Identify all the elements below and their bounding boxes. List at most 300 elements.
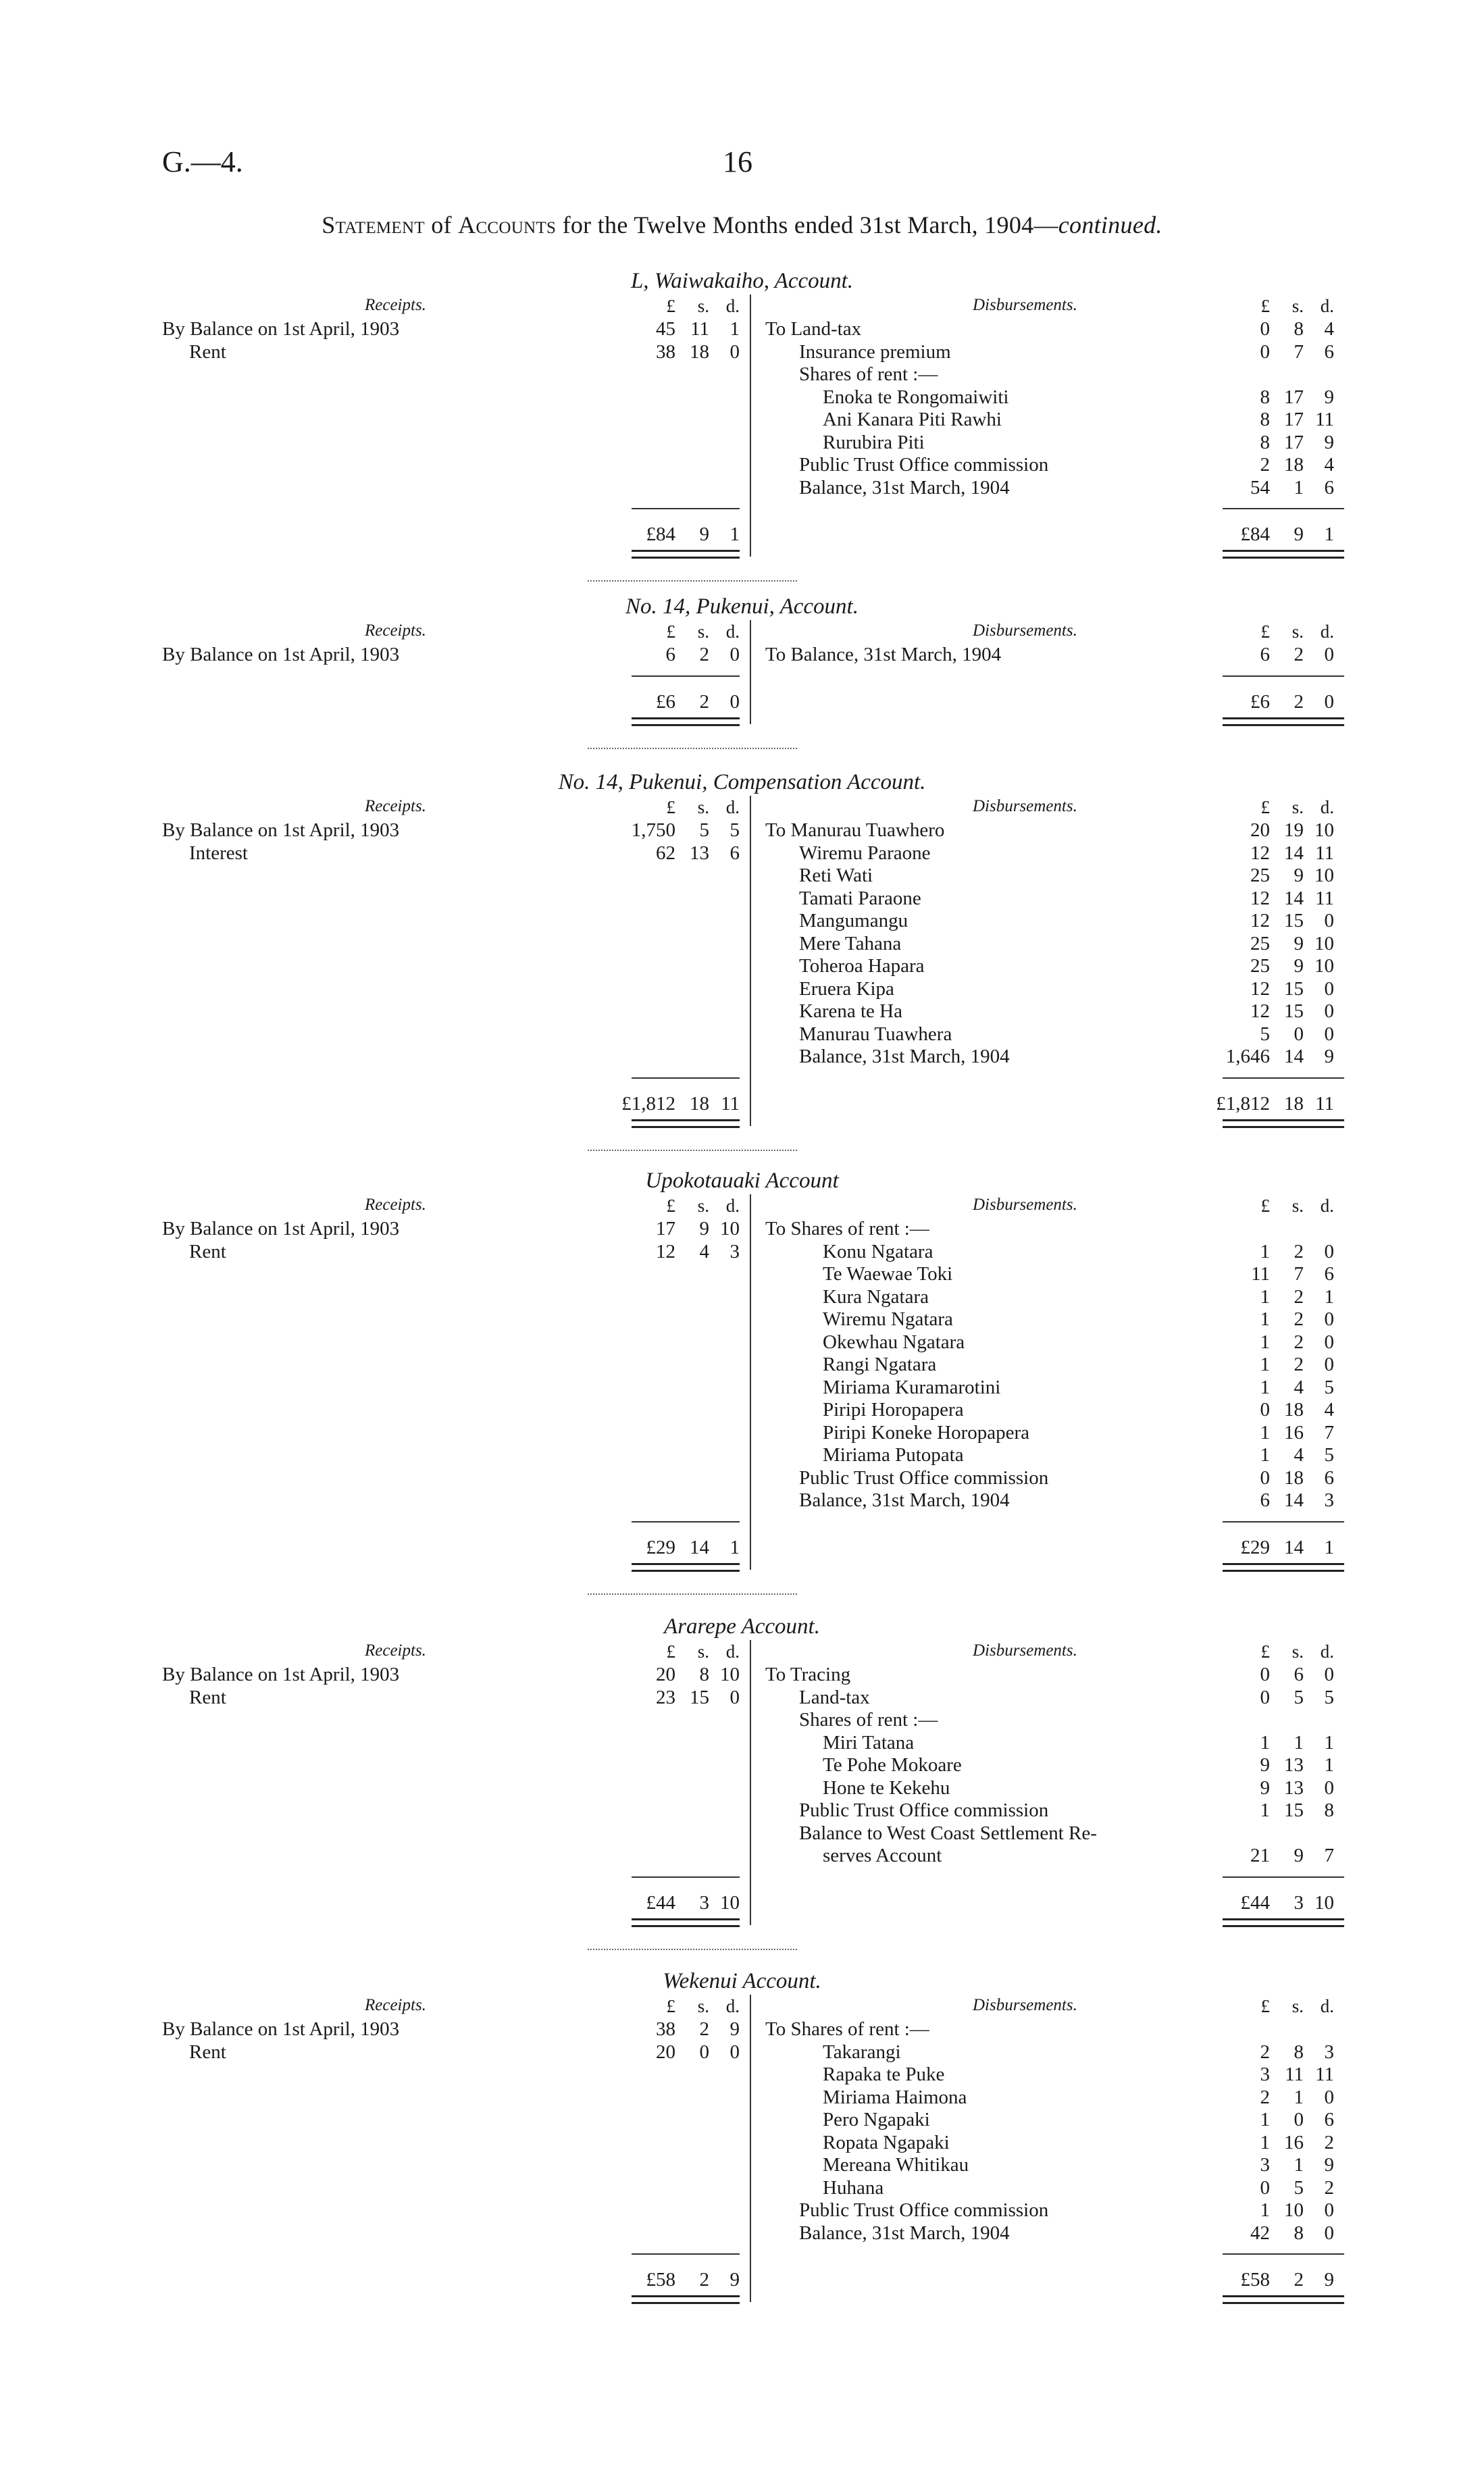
disbursement-amount — [1202, 1421, 1334, 1444]
disbursement-row — [0, 1822, 1484, 1845]
receipts-total-pounds: £44 — [646, 1891, 675, 1914]
disbursement-pence: 0 — [1324, 1331, 1334, 1353]
receipt-shillings: 2 — [699, 2018, 709, 2040]
currency-pound-label: £ — [666, 621, 675, 642]
receipt-pence: 0 — [730, 2041, 740, 2063]
receipts-total-double-rule — [632, 1119, 740, 1128]
disbursement-pence: 11 — [1315, 887, 1334, 909]
disbursement-row — [0, 864, 1484, 887]
disbursements-total-pounds: £58 — [1240, 2269, 1270, 2291]
disbursement-amount — [1202, 1376, 1334, 1399]
receipt-shillings: 5 — [699, 819, 709, 841]
disbursement-pounds: 1 — [1260, 1331, 1270, 1353]
disbursement-pence: 4 — [1324, 1399, 1334, 1421]
disbursement-pence: 11 — [1315, 842, 1334, 864]
disbursement-pence: 0 — [1324, 1023, 1334, 1045]
disbursements-total-double-rule — [1223, 1119, 1344, 1128]
disbursement-shillings: 17 — [1284, 409, 1304, 430]
disbursement-pounds: 8 — [1260, 386, 1270, 408]
disbursement-label: Balance to West Coast Settlement Re- — [799, 1822, 1097, 1844]
disbursement-pounds: 6 — [1260, 1489, 1270, 1511]
disbursement-amount — [1202, 2108, 1334, 2131]
disbursement-amount — [1202, 2153, 1334, 2176]
disbursement-amount — [1202, 819, 1334, 842]
receipt-pounds: 1,750 — [631, 819, 675, 841]
disbursement-shillings: 14 — [1284, 887, 1304, 909]
disbursement-row — [0, 1045, 1484, 1068]
disbursement-shillings: 8 — [1294, 2041, 1304, 2063]
column-divider — [750, 1995, 751, 2302]
disbursement-row — [0, 1398, 1484, 1421]
disbursement-row — [0, 2176, 1484, 2199]
disbursement-row — [0, 2063, 1484, 2086]
disbursement-pounds: 1 — [1260, 1354, 1270, 1375]
disbursement-amount — [1202, 1000, 1334, 1023]
disbursements-total-shillings: 9 — [1294, 523, 1304, 545]
page-header — [0, 145, 1484, 185]
disbursement-label: Te Waewae Toki — [823, 1263, 953, 1285]
receipts-subtotal-rule — [632, 1077, 740, 1079]
receipts-total-pence: 0 — [730, 690, 740, 713]
disbursement-label: Pero Ngapaki — [823, 2109, 930, 2130]
disbursements-subtotal-rule — [1223, 675, 1344, 677]
title-word-statement: Statement — [322, 211, 425, 238]
disbursement-shillings: 13 — [1284, 1754, 1304, 1776]
disbursements-subtotal-rule — [1223, 2253, 1344, 2255]
disbursement-amount — [1202, 317, 1334, 340]
disbursement-shillings: 16 — [1284, 1421, 1304, 1443]
disbursement-pounds: 0 — [1260, 1686, 1270, 1708]
disbursement-pounds: 3 — [1260, 2064, 1270, 2085]
disbursement-row — [0, 977, 1484, 1000]
currency-pound-label: £ — [1260, 1641, 1270, 1662]
disbursement-amount — [1202, 2063, 1334, 2086]
disbursements-total-shillings: 2 — [1294, 2269, 1304, 2291]
disbursements-currency-header — [1202, 296, 1334, 317]
receipts-heading: Receipts. — [365, 621, 426, 640]
disbursement-pence: 6 — [1324, 340, 1334, 363]
currency-pound-label: £ — [1260, 1996, 1270, 2016]
disbursement-pounds: 1 — [1260, 1731, 1270, 1754]
disbursement-amount — [1202, 864, 1334, 887]
receipts-total-shillings: 9 — [699, 523, 709, 545]
disbursement-amount — [1202, 386, 1334, 409]
disbursement-amount — [1202, 1776, 1334, 1799]
disbursement-amount — [1202, 1731, 1334, 1754]
disbursements-total-pence: 9 — [1324, 2269, 1334, 2291]
receipt-pence: 0 — [730, 644, 740, 665]
receipts-total-double-rule — [632, 1563, 740, 1572]
currency-pence-label: d. — [1320, 797, 1334, 817]
receipt-label: By Balance on 1st April, 1903 — [162, 819, 400, 841]
disbursement-amount — [1202, 842, 1334, 865]
disbursement-pounds: 1 — [1260, 2131, 1270, 2153]
account-number: L, — [630, 269, 655, 293]
disbursement-label: Rangi Ngatara — [823, 1354, 937, 1375]
disbursement-amount — [1202, 909, 1334, 932]
disbursement-label: Piripi Koneke Horopapera — [823, 1421, 1030, 1443]
receipts-heading: Receipts. — [365, 1996, 426, 2014]
disbursement-shillings: 13 — [1284, 1776, 1304, 1799]
disbursement-pence: 0 — [1324, 2222, 1334, 2244]
disbursement-row — [0, 842, 1484, 865]
disbursement-pence: 1 — [1324, 1754, 1334, 1776]
disbursements-currency-header — [1202, 1996, 1334, 2017]
disbursement-label: To Manurau Tuawhero — [765, 819, 945, 841]
currency-pound-label: £ — [666, 1996, 675, 2016]
account-title — [0, 1614, 1484, 1639]
receipts-heading: Receipts. — [365, 1641, 426, 1660]
receipt-pence: 6 — [730, 842, 740, 864]
receipt-pence: 1 — [730, 318, 740, 340]
disbursement-amount — [1202, 1262, 1334, 1285]
disbursement-row — [0, 1217, 1484, 1240]
disbursement-shillings: 19 — [1284, 819, 1304, 841]
column-divider — [750, 1194, 751, 1570]
disbursement-amount — [1202, 1045, 1334, 1068]
currency-shillings-label: s. — [697, 296, 709, 316]
disbursement-row — [0, 1331, 1484, 1354]
disbursement-amount — [1202, 1466, 1334, 1489]
disbursements-total-pence: 0 — [1324, 690, 1334, 713]
disbursement-shillings: 10 — [1284, 2199, 1304, 2221]
disbursements-total-pence: 1 — [1324, 1536, 1334, 1558]
disbursements-total — [1202, 2268, 1334, 2291]
account-name: Wekenui Account. — [663, 1969, 821, 1993]
receipts-total-pence: 1 — [730, 1536, 740, 1558]
disbursement-pence: 7 — [1324, 1845, 1334, 1866]
disbursement-pounds: 0 — [1260, 1664, 1270, 1685]
account-separator — [588, 580, 797, 582]
disbursement-amount — [1202, 1023, 1334, 1046]
disbursement-pence: 6 — [1324, 2109, 1334, 2130]
disbursement-row — [0, 1466, 1484, 1489]
account-name: Pukenui, Account. — [696, 594, 859, 619]
disbursement-amount — [1202, 1240, 1334, 1263]
disbursement-label: Mereana Whitikau — [823, 2154, 969, 2176]
disbursement-row — [0, 408, 1484, 431]
disbursement-label: serves Account — [823, 1845, 942, 1866]
currency-pence-label: d. — [725, 1641, 740, 1662]
disbursement-pence: 2 — [1324, 2176, 1334, 2199]
receipts-total-shillings: 18 — [690, 1092, 709, 1115]
disbursement-pence: 1 — [1324, 1285, 1334, 1308]
disbursement-pounds: 3 — [1260, 2154, 1270, 2176]
disbursement-label: Insurance premium — [799, 340, 951, 363]
disbursement-shillings: 9 — [1294, 955, 1304, 977]
disbursement-pounds: 12 — [1250, 977, 1270, 1000]
currency-shillings-label: s. — [697, 621, 709, 642]
disbursement-row — [0, 954, 1484, 977]
receipts-subtotal-rule — [632, 675, 740, 677]
disbursements-total-double-rule — [1223, 717, 1344, 726]
account-title — [0, 269, 1484, 294]
disbursements-subtotal-rule — [1223, 1521, 1344, 1523]
disbursements-total-double-rule — [1223, 1563, 1344, 1572]
disbursement-amount — [1202, 1443, 1334, 1466]
disbursement-pounds: 1 — [1260, 1799, 1270, 1821]
account-title — [0, 1969, 1484, 1994]
disbursement-pounds: 8 — [1260, 431, 1270, 453]
disbursement-row — [0, 1844, 1484, 1867]
disbursement-pence: 0 — [1324, 2086, 1334, 2108]
disbursement-pounds: 0 — [1260, 1399, 1270, 1421]
disbursement-label: Shares of rent :— — [799, 1709, 938, 1731]
receipt-shillings: 11 — [690, 318, 709, 340]
disbursement-label: Public Trust Office commission — [799, 1466, 1049, 1489]
disbursements-heading: Disbursements. — [973, 621, 1077, 640]
disbursements-currency-header — [1202, 621, 1334, 642]
disbursement-row — [0, 386, 1484, 409]
disbursement-row — [0, 1443, 1484, 1466]
disbursement-pounds: 21 — [1250, 1845, 1270, 1866]
receipts-currency-header — [608, 1996, 740, 2017]
disbursements-total-shillings: 3 — [1294, 1891, 1304, 1914]
disbursement-amount — [1202, 1799, 1334, 1822]
receipts-total-pounds: £84 — [646, 523, 675, 545]
disbursement-shillings: 5 — [1294, 2176, 1304, 2199]
disbursements-heading: Disbursements. — [973, 1641, 1077, 1660]
disbursement-shillings: 15 — [1284, 977, 1304, 1000]
currency-pound-label: £ — [1260, 1196, 1270, 1216]
disbursement-label: Manurau Tuawhera — [799, 1023, 952, 1045]
receipt-pence: 10 — [720, 1664, 740, 1685]
disbursement-pounds: 1 — [1260, 1308, 1270, 1330]
disbursement-shillings: 15 — [1284, 1000, 1304, 1022]
receipt-label: By Balance on 1st April, 1903 — [162, 644, 400, 665]
disbursement-label: Rurubira Piti — [823, 431, 925, 453]
disbursement-amount — [1202, 1285, 1334, 1308]
disbursement-label: Toheroa Hapara — [799, 955, 925, 977]
disbursement-label: Konu Ngatara — [823, 1240, 933, 1262]
disbursement-pounds: 1 — [1260, 1376, 1270, 1398]
disbursements-currency-header — [1202, 1641, 1334, 1662]
disbursements-currency-header — [1202, 797, 1334, 818]
receipts-total-pounds: £29 — [646, 1536, 675, 1558]
receipts-total-double-rule — [632, 1918, 740, 1927]
disbursement-pence: 4 — [1324, 318, 1334, 340]
disbursement-shillings: 2 — [1294, 1285, 1304, 1308]
disbursement-pence: 9 — [1324, 386, 1334, 408]
disbursements-subtotal-rule — [1223, 1876, 1344, 1878]
receipts-total-pounds: £58 — [646, 2269, 675, 2291]
disbursement-amount — [1202, 954, 1334, 977]
disbursement-label: Mere Tahana — [799, 932, 902, 954]
disbursement-row — [0, 643, 1484, 666]
disbursements-total-pounds: £6 — [1250, 690, 1270, 713]
disbursement-row — [0, 453, 1484, 476]
disbursement-pounds: 0 — [1260, 318, 1270, 340]
disbursement-shillings: 9 — [1294, 865, 1304, 886]
account-number: No. 14, — [558, 770, 630, 794]
receipt-shillings: 15 — [690, 1686, 709, 1708]
disbursement-label: To Shares of rent :— — [765, 1218, 929, 1239]
disbursement-row — [0, 2131, 1484, 2154]
disbursements-total — [1202, 1891, 1334, 1914]
receipt-pence: 9 — [730, 2018, 740, 2040]
currency-shillings-label: s. — [697, 1996, 709, 2016]
account-number: No. 14, — [625, 594, 696, 619]
disbursement-row — [0, 2199, 1484, 2222]
currency-pence-label: d. — [1320, 1996, 1334, 2016]
disbursement-row — [0, 363, 1484, 386]
disbursement-amount — [1202, 1398, 1334, 1421]
disbursement-amount — [1202, 887, 1334, 910]
disbursement-pence: 5 — [1324, 1444, 1334, 1466]
disbursement-row — [0, 819, 1484, 842]
currency-shillings-label: s. — [1291, 797, 1304, 817]
disbursements-total-row — [0, 2268, 1484, 2291]
receipt-label: Rent — [189, 340, 226, 363]
disbursement-pounds: 1 — [1260, 1444, 1270, 1466]
disbursement-pounds: 1 — [1260, 1240, 1270, 1262]
currency-shillings-label: s. — [697, 797, 709, 817]
disbursement-row — [0, 340, 1484, 363]
disbursement-pounds: 12 — [1250, 887, 1270, 909]
disbursement-label: Piripi Horopapera — [823, 1399, 964, 1421]
disbursement-row — [0, 1262, 1484, 1285]
account-separator — [588, 748, 797, 749]
receipt-pence: 10 — [720, 1218, 740, 1239]
receipts-total-pence: 9 — [730, 2269, 740, 2291]
disbursement-shillings: 11 — [1285, 2064, 1304, 2085]
disbursement-row — [0, 1421, 1484, 1444]
column-divider — [750, 295, 751, 557]
disbursement-pence: 10 — [1314, 819, 1334, 841]
disbursement-shillings: 18 — [1284, 1466, 1304, 1489]
disbursement-label: Balance, 31st March, 1904 — [799, 2222, 1010, 2244]
disbursement-label: Hone te Kekehu — [823, 1776, 950, 1799]
disbursement-shillings: 2 — [1294, 644, 1304, 665]
disbursement-amount — [1202, 1663, 1334, 1686]
disbursement-shillings: 7 — [1294, 340, 1304, 363]
disbursement-pence: 0 — [1324, 1240, 1334, 1262]
disbursement-pounds: 11 — [1251, 1263, 1270, 1285]
disbursements-total — [1202, 1536, 1334, 1559]
currency-pound-label: £ — [1260, 296, 1270, 316]
disbursement-shillings: 4 — [1294, 1444, 1304, 1466]
disbursement-label: To Shares of rent :— — [765, 2018, 929, 2040]
receipt-label: By Balance on 1st April, 1903 — [162, 318, 400, 340]
disbursement-row — [0, 2153, 1484, 2176]
disbursement-label: Tamati Paraone — [799, 887, 921, 909]
disbursement-row — [0, 1376, 1484, 1399]
receipt-label: Rent — [189, 2041, 226, 2063]
disbursement-pounds: 6 — [1260, 644, 1270, 665]
disbursements-total-pence: 11 — [1315, 1092, 1334, 1115]
receipt-pounds: 20 — [656, 1664, 675, 1685]
disbursement-row — [0, 1731, 1484, 1754]
disbursement-pence: 8 — [1324, 1799, 1334, 1821]
disbursement-shillings: 17 — [1284, 431, 1304, 453]
disbursement-amount — [1202, 476, 1334, 499]
disbursements-total-shillings: 2 — [1294, 690, 1304, 713]
disbursement-pence: 1 — [1324, 1731, 1334, 1754]
disbursement-row — [0, 1285, 1484, 1308]
receipts-total-pounds: £1,812 — [621, 1092, 675, 1115]
title-word-of: of — [431, 211, 452, 238]
currency-shillings-label: s. — [1291, 621, 1304, 642]
currency-pence-label: d. — [725, 797, 740, 817]
disbursement-shillings: 7 — [1294, 1263, 1304, 1285]
disbursement-amount — [1202, 1754, 1334, 1776]
disbursement-shillings: 16 — [1284, 2131, 1304, 2153]
disbursement-label: Eruera Kipa — [799, 977, 894, 1000]
disbursement-pence: 6 — [1324, 476, 1334, 498]
currency-pound-label: £ — [666, 296, 675, 316]
currency-shillings-label: s. — [1291, 1641, 1304, 1662]
receipt-pounds: 45 — [656, 318, 675, 340]
account-title — [0, 770, 1484, 795]
disbursement-pounds: 42 — [1250, 2222, 1270, 2244]
disbursement-row — [0, 1754, 1484, 1776]
receipt-shillings: 2 — [699, 644, 709, 665]
receipt-label: Rent — [189, 1240, 226, 1262]
receipts-total-pence: 10 — [720, 1891, 740, 1914]
receipts-subtotal-rule — [632, 1876, 740, 1878]
disbursement-label: Okewhau Ngatara — [823, 1331, 965, 1353]
disbursement-label: Wiremu Ngatara — [823, 1308, 953, 1330]
disbursement-pounds: 2 — [1260, 2086, 1270, 2108]
currency-shillings-label: s. — [1291, 1196, 1304, 1216]
disbursements-heading: Disbursements. — [973, 1996, 1077, 2014]
disbursement-row — [0, 1353, 1484, 1376]
disbursement-amount — [1202, 1331, 1334, 1354]
disbursement-row — [0, 1663, 1484, 1686]
title-rest: for the Twelve Months ended 31st March, 1904— — [562, 211, 1058, 238]
currency-pence-label: d. — [725, 1996, 740, 2016]
disbursement-label: Miriama Kuramarotini — [823, 1376, 1001, 1398]
disbursement-pounds: 9 — [1260, 1754, 1270, 1776]
column-divider — [750, 796, 751, 1126]
disbursement-pounds: 9 — [1260, 1776, 1270, 1799]
document-reference: G.—4. — [162, 145, 243, 178]
disbursement-pence: 0 — [1324, 1354, 1334, 1375]
receipt-pence: 3 — [730, 1240, 740, 1262]
receipts-total-pence: 11 — [721, 1092, 740, 1115]
account-title — [0, 1169, 1484, 1194]
disbursement-amount — [1202, 408, 1334, 431]
disbursements-total-double-rule — [1223, 550, 1344, 559]
disbursement-pence: 0 — [1324, 1664, 1334, 1685]
receipt-pence: 0 — [730, 1686, 740, 1708]
receipt-pounds: 38 — [656, 2018, 675, 2040]
disbursement-label: Rapaka te Puke — [823, 2064, 945, 2085]
receipt-label: By Balance on 1st April, 1903 — [162, 1218, 400, 1239]
disbursement-pounds: 25 — [1250, 932, 1270, 954]
disbursements-total-row — [0, 690, 1484, 713]
disbursement-shillings: 17 — [1284, 386, 1304, 408]
receipt-pounds: 12 — [656, 1240, 675, 1262]
currency-pence-label: d. — [1320, 621, 1334, 642]
disbursement-pence: 9 — [1324, 2154, 1334, 2176]
disbursement-label: Public Trust Office commission — [799, 1799, 1049, 1821]
disbursement-label: Karena te Ha — [799, 1000, 902, 1022]
receipt-pence: 5 — [730, 819, 740, 841]
disbursement-label: Enoka te Rongomaiwiti — [823, 386, 1009, 408]
disbursement-amount — [1202, 977, 1334, 1000]
receipt-shillings: 18 — [690, 340, 709, 363]
disbursement-amount — [1202, 2222, 1334, 2245]
disbursement-pounds: 8 — [1260, 409, 1270, 430]
disbursement-pounds: 12 — [1250, 842, 1270, 864]
disbursement-shillings: 0 — [1294, 1023, 1304, 1045]
disbursement-pounds: 54 — [1250, 476, 1270, 498]
disbursement-shillings: 2 — [1294, 1240, 1304, 1262]
account-name: Pukenui, Compensation Account. — [629, 770, 926, 794]
disbursement-row — [0, 1000, 1484, 1023]
disbursement-pence: 11 — [1315, 409, 1334, 430]
